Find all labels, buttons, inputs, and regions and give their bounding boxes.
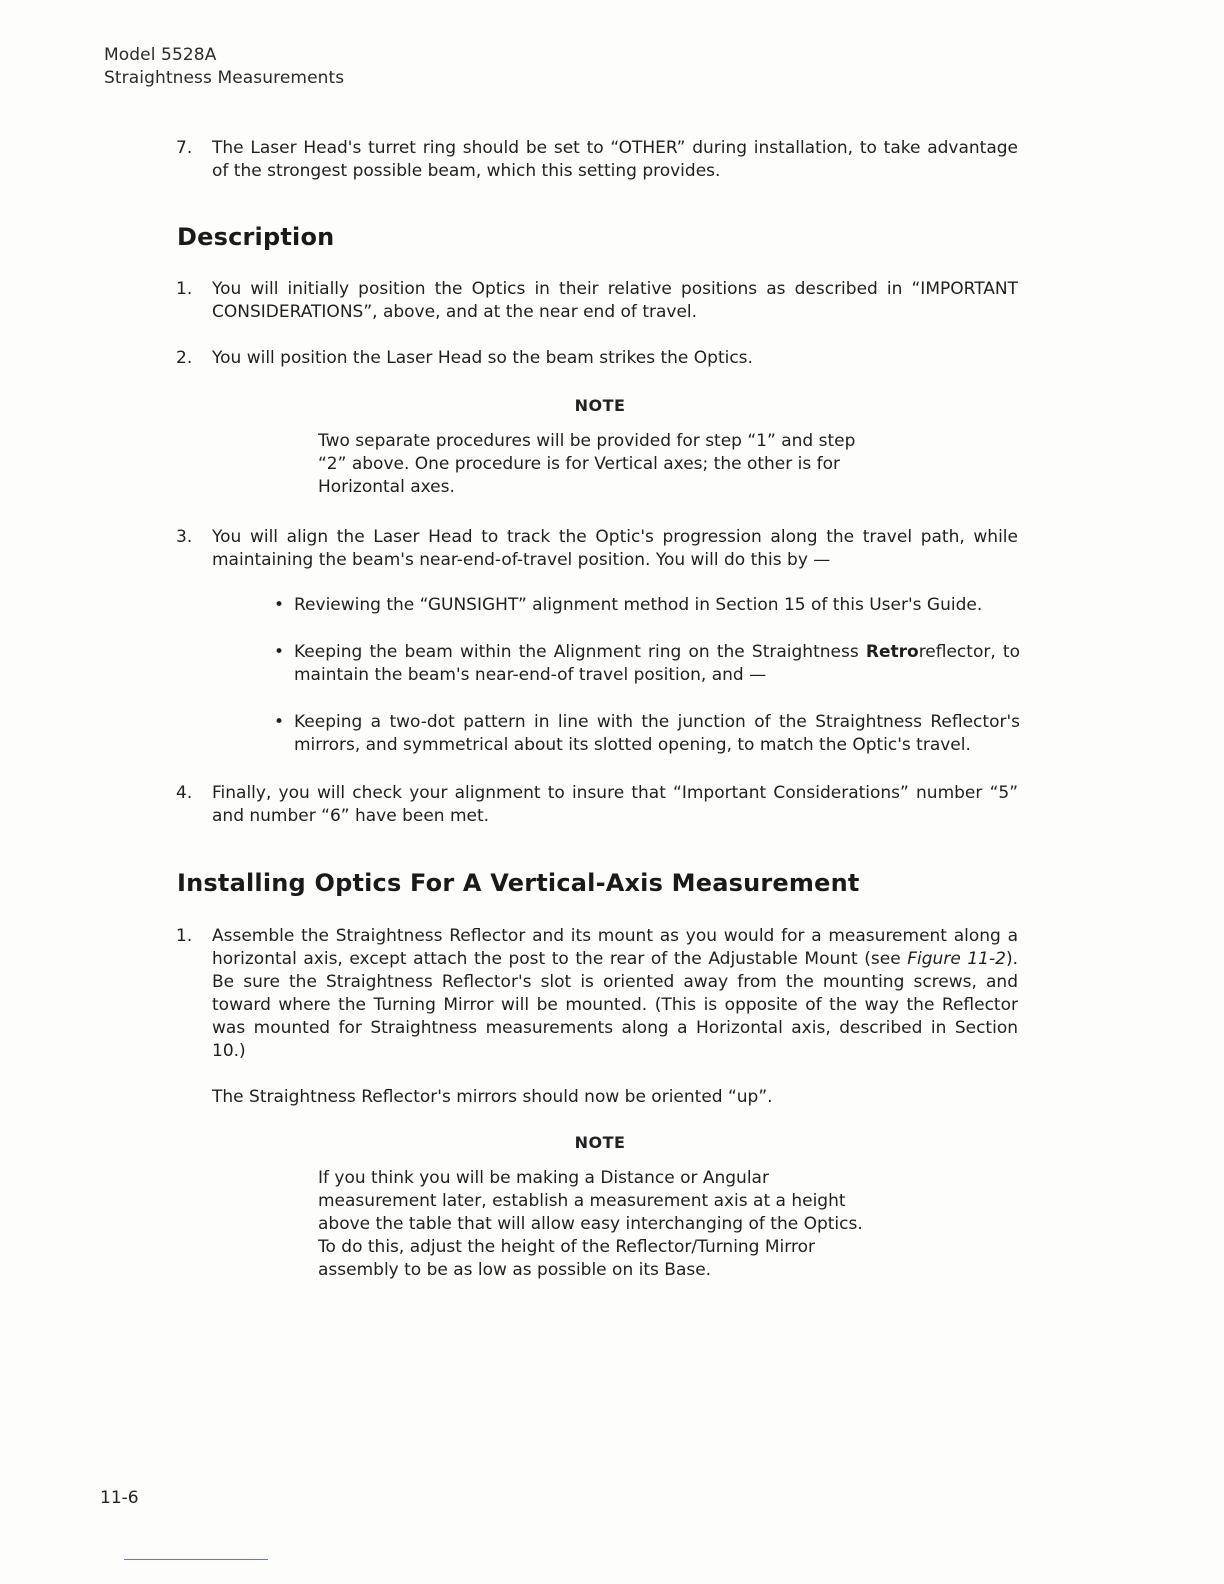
- bullet-text: Keeping a two-dot pattern in line with the junction of the Straightness Reflector's mirrors, and symmetrical about its slotted opening, to match the Optic's travel.: [294, 712, 1020, 755]
- item-text: You will initially position the Optics in their relative positions as described in “IMPORTANT CONSIDERATIONS”, above, and at the near end of travel.: [212, 279, 1018, 322]
- item-number: 4.: [176, 783, 193, 803]
- figure-reference: Figure 11-2: [907, 949, 1006, 969]
- body-paragraph: The Straightness Reflector's mirrors should now be oriented “up”.: [212, 1087, 773, 1107]
- item-number: 3.: [176, 527, 193, 547]
- item-text: The Laser Head's turret ring should be set to “OTHER” during installation, to take advantage of the strongest possible beam, which this setting provides.: [212, 138, 1018, 181]
- section-heading-installing: Installing Optics For A Vertical-Axis Measurement: [177, 869, 860, 897]
- description-item-4: [176, 782, 1018, 828]
- installing-item-1: [176, 925, 1018, 1063]
- description-item-3: [176, 526, 1018, 572]
- bullet-text: [294, 641, 1020, 687]
- note-text-2: If you think you will be making a Distance or Angular measurement later, establish a measurement axis at a height above the table that will allow easy interchanging of the Optics. To do this, adjust the height of the Reflector/Turning Mirror assembly to be as low as possible on its Base.: [318, 1168, 863, 1280]
- bullet-text-start: Keeping the beam within the Alignment ring on the Straightness: [294, 642, 866, 662]
- bullet-icon: •: [274, 595, 285, 615]
- item-text-end: ). Be sure the Straightness Reflector's slot is oriented away from the mounting screws, and toward where the Turning Mirror will be mounted. (This is opposite of the way the Reflector was mounted for Straightness measurements along a Horizontal axis, described in Section 10.): [212, 949, 1018, 1061]
- item-number: 7.: [176, 138, 193, 158]
- item-text: Finally, you will check your alignment to insure that “Important Considerations” number “5” and number “6” have been met.: [212, 783, 1018, 826]
- description-item-2: [176, 347, 1018, 370]
- item-text-start: Assemble the Straightness Reflector and its mount as you would for a measurement along a horizontal axis, except attach the post to the rear of the Adjustable Mount (see: [212, 926, 1018, 969]
- note-label-2: NOTE: [574, 1133, 626, 1152]
- list-item-7: [176, 137, 1018, 183]
- bullet-text: Reviewing the “GUNSIGHT” alignment method in Section 15 of this User's Guide.: [294, 595, 983, 615]
- description-item-1: [176, 278, 1018, 324]
- item-number: 1.: [176, 926, 193, 946]
- footer-divider: [124, 1559, 268, 1560]
- bullet-item-2: [274, 641, 1020, 687]
- section-heading-description: Description: [177, 223, 335, 251]
- bullet-item-1: [274, 594, 1020, 617]
- running-header: [104, 44, 344, 90]
- bullet-icon: •: [274, 642, 285, 662]
- item-text: [212, 925, 1018, 1063]
- page-number: 11-6: [100, 1488, 139, 1508]
- model-label: Model 5528A: [104, 45, 217, 65]
- bullet-icon: •: [274, 712, 285, 732]
- item-number: 2.: [176, 348, 193, 368]
- item-text: You will position the Laser Head so the beam strikes the Optics.: [212, 348, 753, 368]
- bullet-text-end: reflector, to maintain the beam's near-end-of travel position, and —: [294, 642, 1020, 685]
- item-number: 1.: [176, 279, 193, 299]
- note-text: Two separate procedures will be provided for step “1” and step “2” above. One procedure is for Vertical axes; the other is for Horizontal axes.: [318, 431, 856, 497]
- bullet-text-bold: Retro: [865, 642, 919, 662]
- section-title: Straightness Measurements: [104, 68, 345, 88]
- item-text: You will align the Laser Head to track the Optic's progression along the travel path, while maintaining the beam's near-end-of-travel position. You will do this by —: [212, 527, 1018, 570]
- bullet-item-3: [274, 711, 1020, 757]
- note-label: NOTE: [574, 396, 626, 415]
